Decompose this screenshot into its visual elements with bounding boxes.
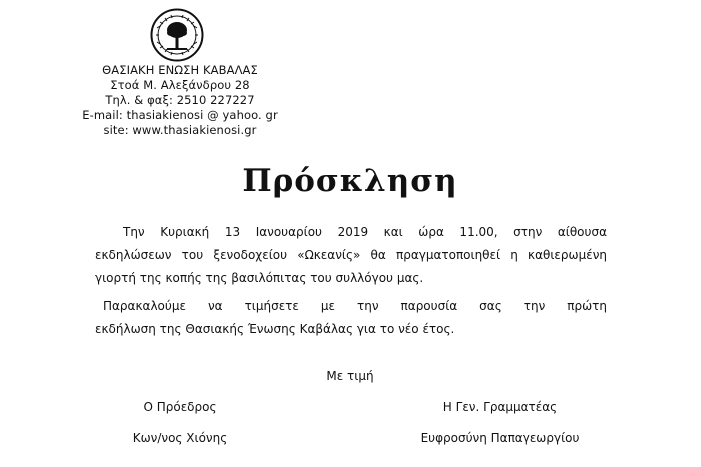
paragraph-1-line-2: εκδηλώσεων του ξενοδοχείου «Ωκεανίς» θα πραγματοποιηθεί η καθιερωμένη <box>95 248 607 262</box>
org-name: ΘΑΣΙΑΚΗ ΕΝΩΣΗ ΚΑΒΑΛΑΣ <box>102 63 258 77</box>
logo-seal <box>150 8 204 62</box>
org-address: Στοά Μ. Αλεξάνδρου 28 <box>110 78 250 92</box>
paragraph-1-line-1: Την Κυριακή 13 Ιανουαρίου 2019 και ώρα 11.00, στην αίθουσα <box>123 225 607 239</box>
paragraph-1-line-3: γιορτή της κοπής της βασιλόπιτας του συλλόγου μας. <box>95 271 424 285</box>
closing-salutation: Με τιμή <box>326 369 374 383</box>
signature-left-role: Ο Πρόεδρος <box>143 400 217 414</box>
document-title: Πρόσκληση <box>242 163 458 199</box>
org-site: site: www.thasiakienosi.gr <box>103 123 257 137</box>
paragraph-2-line-1: Παρακαλούμε να τιμήσετε με την παρουσία σας την πρώτη <box>103 299 607 313</box>
signature-right-role: Η Γεν. Γραμματέας <box>442 400 558 414</box>
org-email: E-mail: thasiakienosi @ yahoo. gr <box>82 108 278 122</box>
org-phone: Τηλ. & φαξ: 2510 227227 <box>105 93 255 107</box>
signature-left-name: Κων/νος Χιόνης <box>132 431 228 445</box>
paragraph-2-line-2: εκδήλωση της Θασιακής Ένωσης Καβάλας για το νέο έτος. <box>95 322 455 336</box>
signature-right-name: Ευφροσύνη Παπαγεωργίου <box>420 431 580 445</box>
